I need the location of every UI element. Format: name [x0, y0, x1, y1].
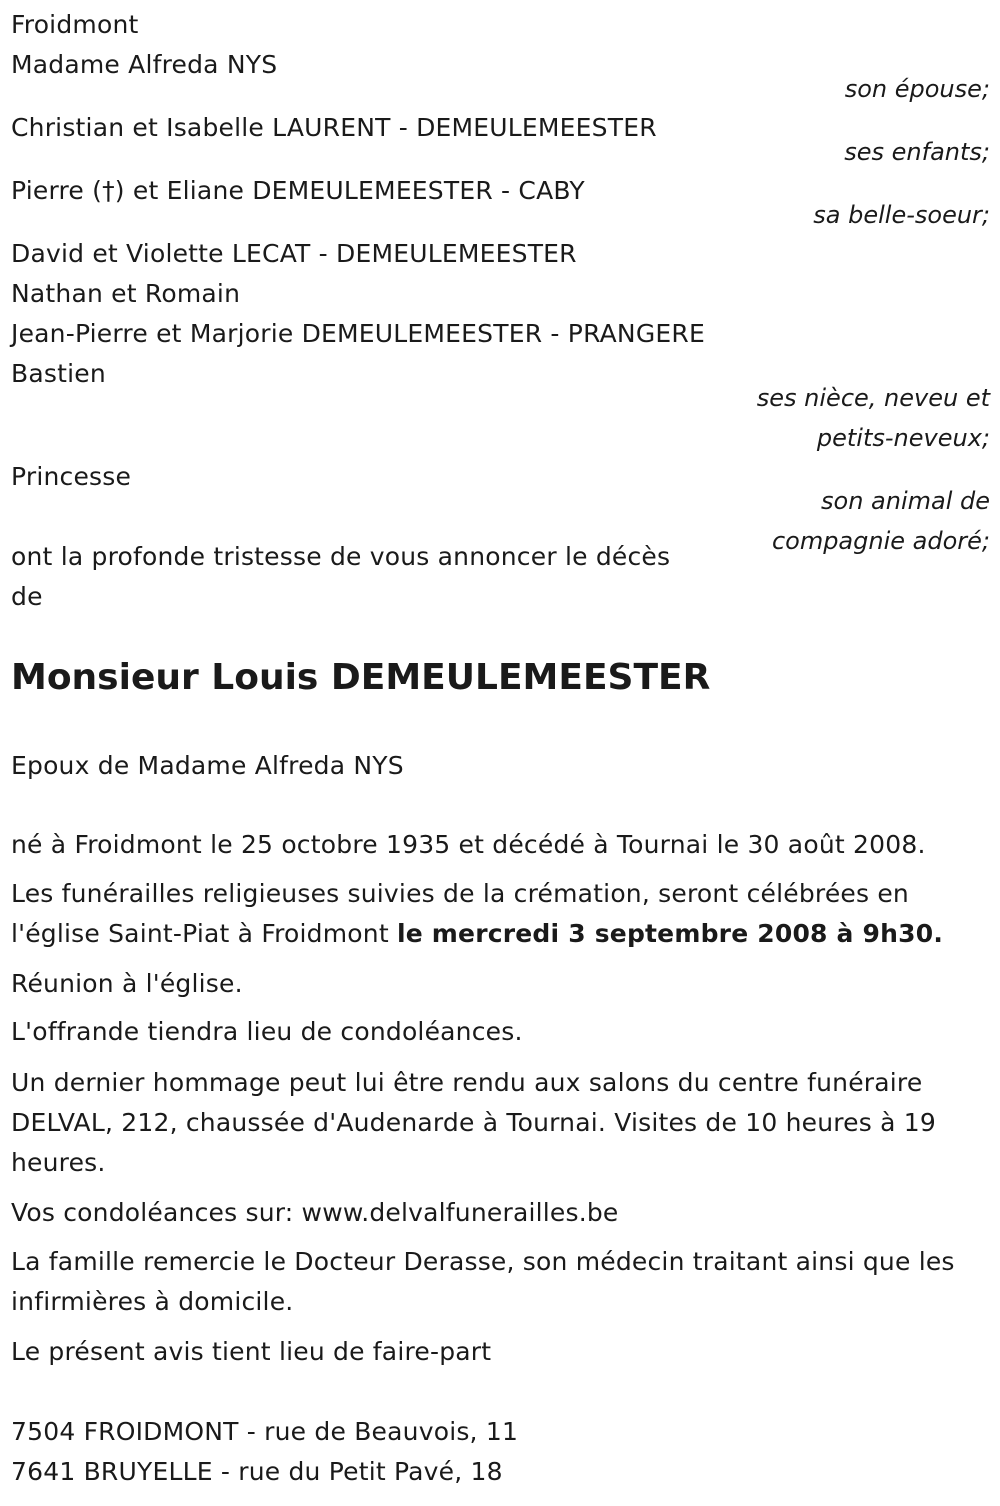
nephew-line: Jean-Pierre et Marjorie DEMEULEMEESTER - PRANGERE	[11, 319, 705, 348]
nephews-role: petits-neveux;	[816, 424, 990, 452]
thanks-paragraph: La famille remercie le Docteur Derasse, son médecin traitant ainsi que les infirmières à domicile.	[11, 1247, 955, 1316]
sister-in-law-role: sa belle-soeur;	[813, 201, 990, 229]
spouse-line: Epoux de Madame Alfreda NYS	[11, 751, 404, 780]
funeral-text: Les funérailles religieuses suivies de la crémation, seront célébrées en l'église Saint-Piat à Froidmont	[11, 879, 909, 948]
pet-role: son animal de	[821, 487, 990, 515]
announcement-text: de	[11, 582, 43, 611]
pet-role: compagnie adoré;	[771, 527, 990, 555]
address-line: 7641 BRUYELLE - rue du Petit Pavé, 18	[11, 1457, 503, 1486]
pet-name: Princesse	[11, 462, 132, 491]
offering: L'offrande tiendra lieu de condoléances.	[11, 1017, 523, 1046]
address-line: 7504 FROIDMONT - rue de Beauvois, 11	[11, 1417, 519, 1446]
funeral-date: le mercredi 3 septembre 2008 à 9h30.	[396, 919, 944, 948]
deceased-name: Monsieur Louis DEMEULEMEESTER	[11, 657, 711, 698]
children-names: Christian et Isabelle LAURENT - DEMEULEMEESTER	[11, 113, 657, 142]
nephew-line: Nathan et Romain	[11, 279, 241, 308]
condolences: Vos condoléances sur: www.delvalfunerailles.be	[11, 1198, 619, 1227]
birth-death: né à Froidmont le 25 octobre 1935 et décédé à Tournai le 30 août 2008.	[11, 830, 926, 859]
sister-in-law-names: Pierre (†) et Eliane DEMEULEMEESTER - CABY	[11, 176, 585, 205]
nephew-line: Bastien	[11, 359, 106, 388]
announcement-text: ont la profonde tristesse de vous annoncer le décès	[11, 542, 671, 571]
homage-paragraph: Un dernier hommage peut lui être rendu aux salons du centre funéraire DELVAL, 212, chaussée d'Audenarde à Tournai. Visites de 10 heures à 19 heures.	[11, 1068, 936, 1177]
notice: Le présent avis tient lieu de faire-part	[11, 1337, 492, 1366]
location: Froidmont	[11, 10, 139, 39]
nephew-line: David et Violette LECAT - DEMEULEMEESTER	[11, 239, 577, 268]
spouse-name: Madame Alfreda NYS	[11, 50, 278, 79]
reunion: Réunion à l'église.	[11, 969, 243, 998]
nephews-role: ses nièce, neveu et	[756, 384, 990, 412]
spouse-role: son épouse;	[844, 75, 990, 103]
funeral-paragraph	[11, 874, 986, 954]
children-role: ses enfants;	[844, 138, 990, 166]
